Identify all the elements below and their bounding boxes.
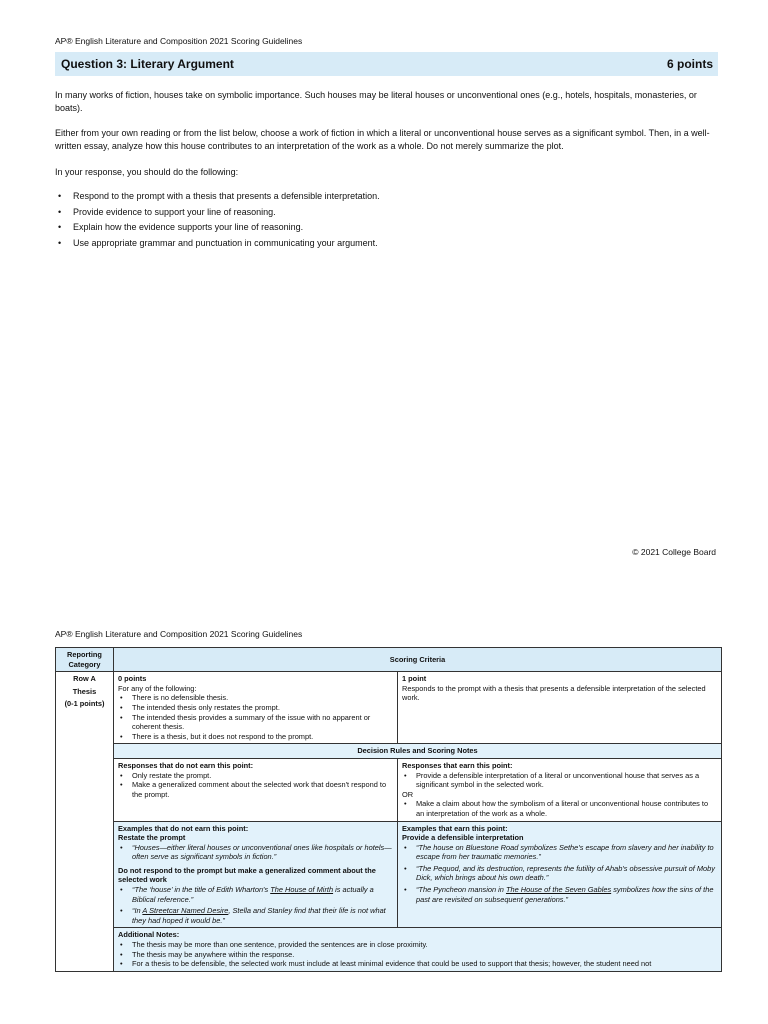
additional-notes-title: Additional Notes: [118,930,180,940]
table-row [56,758,722,821]
one-point-title: 1 point [402,674,427,684]
copyright: © 2021 College Board [632,547,716,557]
examples-not-earn-cell [114,821,398,928]
work-title: The House of Mirth [270,885,334,895]
example-quote: • “The Pequod, and its destruction, represents the futility of Ahab's obsessive pursuit of Moby Dick, which brings about his own death.” [402,864,717,883]
zero-points-title: 0 points [118,674,147,684]
row-name: Thesis [72,686,97,696]
task-bullet-list [55,189,715,251]
not-earn-title: Responses that do not earn this point: [118,760,254,770]
not-earn-list [118,771,393,800]
points-label: 6 points [666,57,713,71]
zero-points-intro: For any of the following: [118,683,197,693]
additional-notes-list [118,940,717,969]
earn-list-2 [402,799,717,818]
table-row [56,744,722,759]
list-item: • The intended thesis only restates the prompt. [118,703,393,713]
examples-not-earn-list-2 [118,885,393,925]
quote-text: is actually a Biblical reference.” [132,885,374,904]
one-point-cell [398,672,722,744]
earn-cell [398,758,722,821]
table-row [56,928,722,971]
list-item: • The thesis may be anywhere within the response. [118,950,717,960]
quote-text: , Stella and Stanley find that their life is not what they had hoped it would be.” [132,906,386,925]
example-quote [118,885,393,904]
list-item: • The thesis may be more than one sentence, provided the sentences are in close proximity. [118,940,717,950]
task-bullet: • Use appropriate grammar and punctuation in communicating your argument. [55,236,715,252]
examples-earn-subhead: Provide a defensible interpretation [402,833,524,843]
reporting-category-header: Reporting Category [56,648,114,672]
examples-not-earn-subhead-1: Restate the prompt [118,833,186,843]
example-quote [118,906,393,925]
quote-text: “The Pyncheon mansion in [416,885,506,895]
task-bullet: • Provide evidence to support your line of reasoning. [55,205,715,221]
page-header-2: AP® English Literature and Composition 2021 Scoring Guidelines [55,629,303,639]
prompt-paragraph-2: Either from your own reading or from the list below, choose a work of fiction in which a literal or unconventional house serves as a significant symbol. Then, in a well-written essay, analyze how this house contributes to an interpretation of the work as a whole. Do not merely summarize the plot. [55,128,710,151]
examples-earn-cell [398,821,722,928]
row-category-cell [56,672,114,972]
table-header-row [56,648,722,672]
page-header: AP® English Literature and Composition 2021 Scoring Guidelines [55,36,303,46]
scoring-criteria-header: Scoring Criteria [114,648,722,672]
prompt-paragraph-1: In many works of fiction, houses take on symbolic importance. Such houses may be literal houses or unconventional ones (e.g., hotels, hospitals, monasteries, or boats). [55,90,697,113]
examples-not-earn-title: Examples that do not earn this point: [118,823,249,833]
list-item: • For a thesis to be defensible, the selected work must include at least minimal evidence that could be used to support that thesis; however, the student need not [118,959,717,969]
example-quote [402,885,717,904]
task-bullet: • Explain how the evidence supports your line of reasoning. [55,220,715,236]
work-title: The House of the Seven Gables [505,885,612,895]
or-label: OR [402,789,414,799]
question-title-bar [55,52,718,76]
row-label: Row A [73,674,96,684]
one-point-text: Responds to the prompt with a thesis that presents a defensible interpretation of the selected work. [402,683,706,703]
scoring-table [55,647,722,972]
list-item: • Provide a defensible interpretation of a literal or unconventional house that serves as a significant symbol in the selected work. [402,771,717,790]
examples-earn-title: Examples that earn this point: [402,823,508,833]
additional-notes-cell [114,928,722,971]
list-item: • Only restate the prompt. [118,771,393,781]
list-item: • There is no defensible thesis. [118,693,393,703]
examples-not-earn-subhead-2: Do not respond to the prompt but make a generalized comment about the selected work [118,865,376,885]
examples-earn-list [402,843,717,905]
list-item: • Make a claim about how the symbolism of a literal or unconventional house contributes to an interpretation of the work as a whole. [402,799,717,818]
not-earn-cell [114,758,398,821]
list-item: • There is a thesis, but it does not respond to the prompt. [118,732,393,742]
zero-points-list [118,693,393,741]
earn-title: Responses that earn this point: [402,760,513,770]
table-row [56,821,722,928]
prompt-paragraph-3: In your response, you should do the following: [55,167,239,177]
question-title: Question 3: Literary Argument [61,57,234,71]
examples-not-earn-list-1 [118,843,393,862]
task-bullet: • Respond to the prompt with a thesis that presents a defensible interpretation. [55,189,715,205]
earn-list-1 [402,771,717,790]
decision-rules-header: Decision Rules and Scoring Notes [114,744,722,759]
example-quote: • “The house on Bluestone Road symbolizes Sethe's escape from slavery and her inability to escape from her traumatic memories.” [402,843,717,862]
table-row [56,672,722,744]
quote-text: symbolizes how the sins of the past are revisited on subsequent generations.” [416,885,714,904]
example-quote: • “Houses—either literal houses or unconventional ones like hospitals or hotels—often serve as significant symbols in fiction.” [118,843,393,862]
list-item: • Make a generalized comment about the selected work that doesn't respond to the prompt. [118,780,393,799]
quote-text: “The ‘house’ in the title of Edith Wharton's [132,885,271,895]
quote-text: “In [132,906,143,916]
zero-points-cell [114,672,398,744]
work-title: A Streetcar Named Desire [142,906,229,916]
row-points: (0-1 points) [64,699,105,709]
list-item: • The intended thesis provides a summary of the issue with no apparent or coherent thesis. [118,713,393,732]
